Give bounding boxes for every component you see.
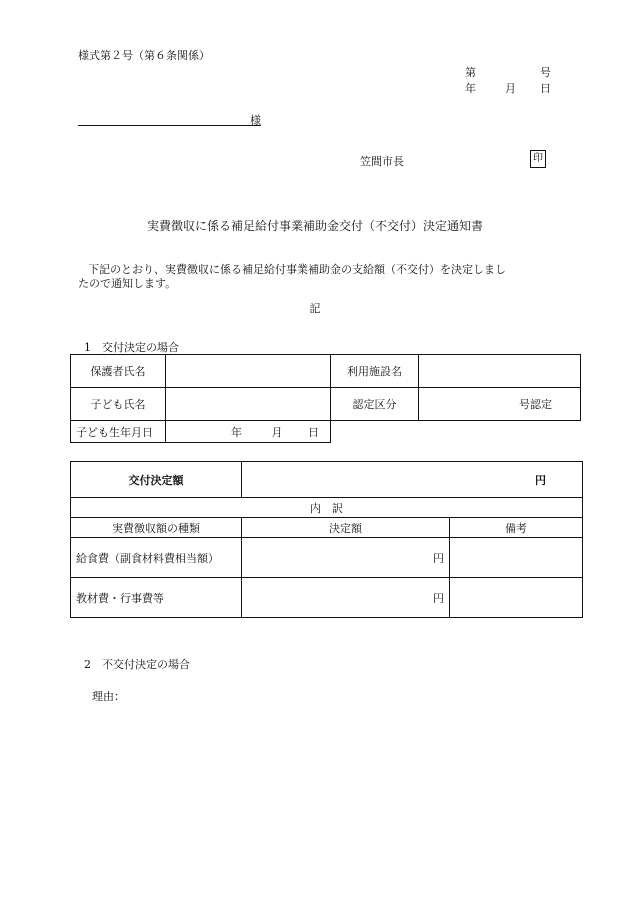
empty-cell [331, 421, 419, 443]
birth-day: 日 [308, 425, 319, 439]
birth-year: 年 [231, 425, 242, 439]
breakdown-type-cell: 給食費（副食材料費相当額） [71, 538, 242, 578]
col-header-note: 備考 [450, 518, 583, 538]
date-month: 月 [505, 82, 516, 95]
body-text-line2: たので通知します。 [78, 277, 177, 290]
empty-cell [419, 421, 581, 443]
guardian-name-cell [166, 355, 331, 388]
seal-stamp: 印 [530, 150, 546, 168]
grant-amount-label: 交付決定額 [71, 462, 242, 498]
child-name-label: 子ども氏名 [71, 388, 166, 421]
issuer-name: 笠間市長 [360, 155, 404, 168]
section1-heading: 1 交付決定の場合 [84, 341, 179, 354]
certification-cell: 号認定 [419, 388, 581, 421]
breakdown-note-cell [450, 538, 583, 578]
doc-number-suffix: 号 [540, 66, 551, 79]
addressee-suffix: 様 [250, 114, 261, 127]
child-birthdate-label: 子ども生年月日 [71, 421, 166, 443]
breakdown-amount-cell: 円 [242, 578, 450, 618]
body-text-line1: 下記のとおり、実費徴収に係る補足給付事業補助金の支給額（不交付）を決定しまし [88, 263, 506, 276]
col-header-amount: 決定額 [242, 518, 450, 538]
addressee-line [78, 125, 261, 126]
breakdown-heading: 内 訳 [71, 498, 583, 518]
child-birthdate-cell [166, 421, 331, 443]
breakdown-note-cell [450, 578, 583, 618]
facility-name-label: 利用施設名 [331, 355, 419, 388]
section2-heading: 2 不交付決定の場合 [84, 658, 190, 671]
date-day: 日 [540, 82, 551, 95]
reason-label: 理由： [92, 690, 125, 703]
facility-name-cell [419, 355, 581, 388]
ki-heading: 記 [309, 302, 321, 315]
breakdown-amount-cell: 円 [242, 538, 450, 578]
guardian-name-label: 保護者氏名 [71, 355, 166, 388]
col-header-type: 実費徴収額の種類 [71, 518, 242, 538]
document-title: 実費徴収に係る補足給付事業補助金交付（不交付）決定通知書 [146, 219, 483, 233]
certification-label: 認定区分 [331, 388, 419, 421]
form-number: 様式第２号（第６条関係） [78, 49, 210, 62]
grant-amount-table [70, 461, 583, 618]
birth-month: 月 [271, 425, 283, 439]
date-year: 年 [465, 82, 476, 95]
doc-number-prefix: 第 [465, 66, 476, 79]
breakdown-type-cell: 教材費・行事費等 [71, 578, 242, 618]
grant-amount-cell: 円 [242, 462, 583, 498]
recipient-info-table [70, 354, 581, 443]
child-name-cell [166, 388, 331, 421]
